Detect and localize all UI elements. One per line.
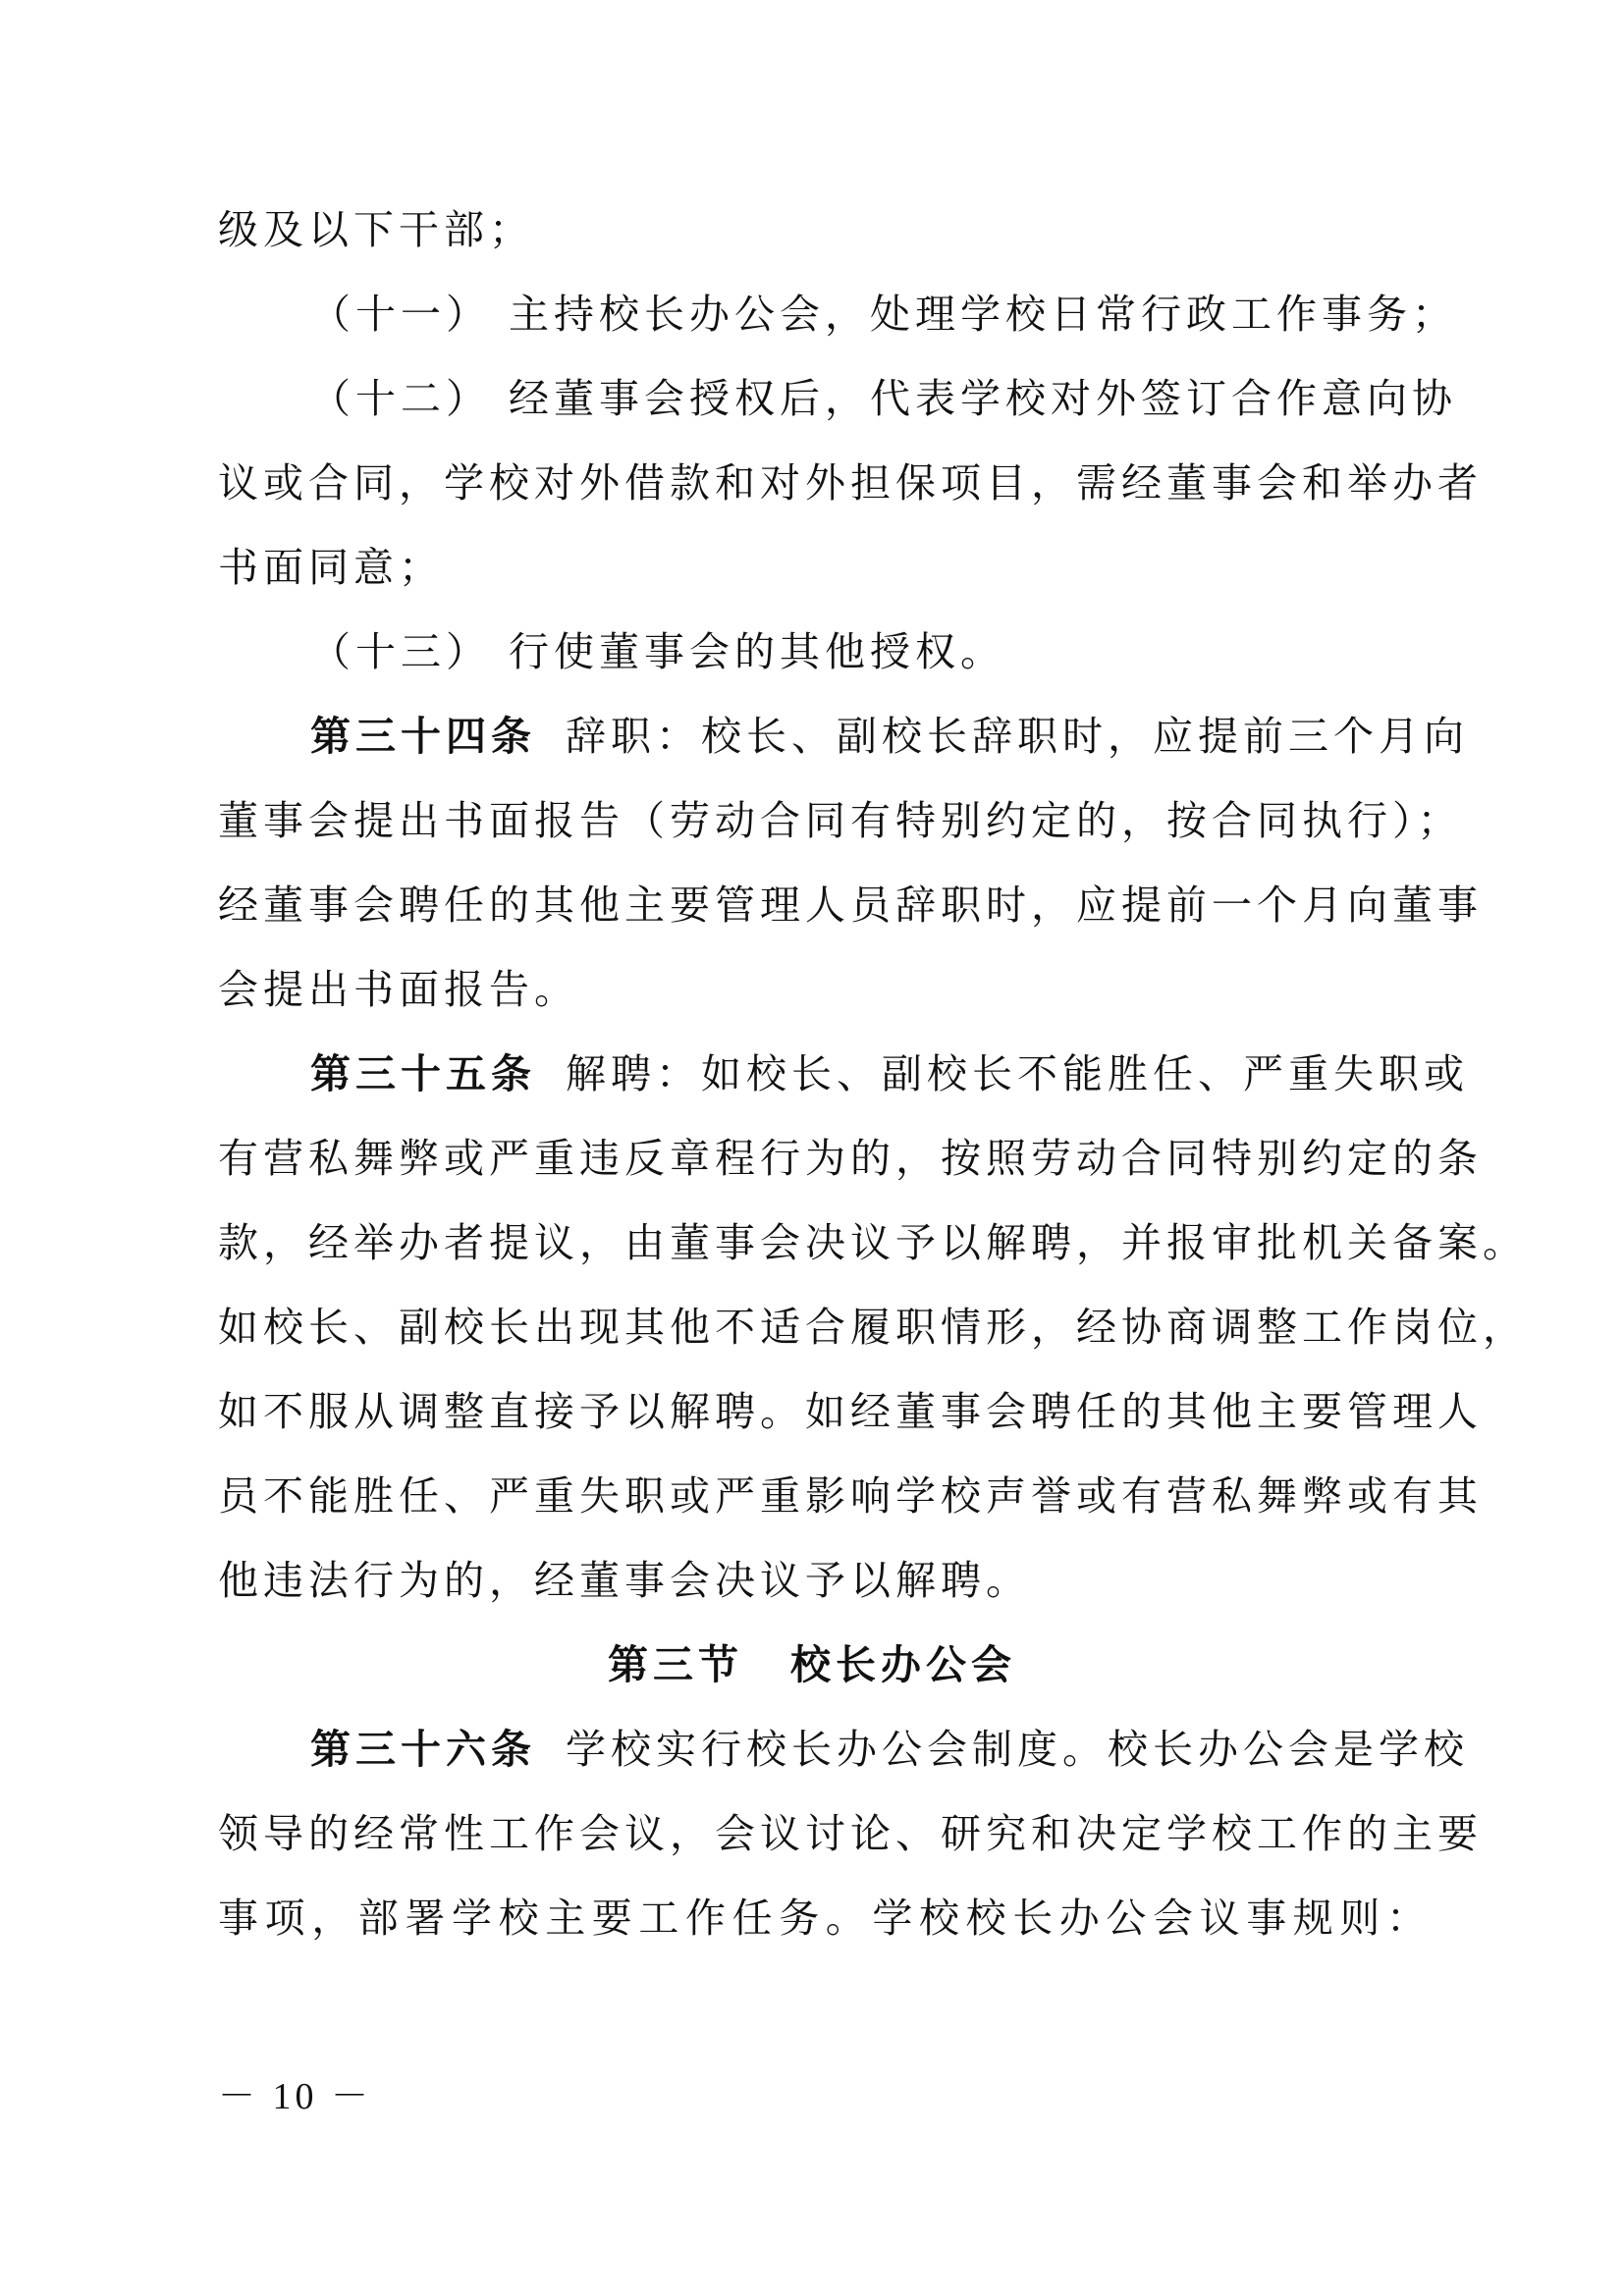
- article-text: 解聘：如校长、副校长不能胜任、严重失职或: [566, 1050, 1469, 1097]
- article-text: 辞职：校长、副校长辞职时，应提前三个月向: [566, 713, 1469, 760]
- article-number: 第三十五条: [310, 1050, 536, 1097]
- body-line: 如校长、副校长出现其他不适合履职情形，经协商调整工作岗位，: [218, 1304, 1528, 1351]
- article-number: 第三十四条: [310, 713, 536, 760]
- body-line: 级及以下干部；: [218, 206, 534, 253]
- article-35-line: [310, 1042, 1469, 1105]
- article-text: 学校实行校长办公会制度。校长办公会是学校: [566, 1726, 1469, 1773]
- body-line: 经董事会聘任的其他主要管理人员辞职时，应提前一个月向董事: [218, 881, 1483, 929]
- body-line: 事项，部署学校主要工作任务。学校校长办公会议事规则：: [218, 1895, 1432, 1942]
- article-34-line: [310, 705, 1469, 768]
- body-line: 书面同意；: [218, 544, 444, 591]
- page-number: － 10 －: [218, 2076, 373, 2117]
- body-line: 他违法行为的，经董事会决议予以解聘。: [218, 1557, 1031, 1604]
- body-line: 员不能胜任、严重失职或严重影响学校声誉或有营私舞弊或有其: [218, 1472, 1483, 1520]
- body-line: 领导的经常性工作会议，会议讨论、研究和决定学校工作的主要: [218, 1810, 1483, 1857]
- body-line: 董事会提出书面报告（劳动合同有特别约定的，按合同执行）；: [218, 797, 1463, 844]
- list-item: （十一） 主持校长办公会，处理学校日常行政工作事务；: [310, 291, 1458, 338]
- body-line: 如不服从调整直接予以解聘。如经董事会聘任的其他主要管理人: [218, 1388, 1483, 1435]
- article-number: 第三十六条: [310, 1726, 536, 1773]
- article-36-line: [310, 1718, 1469, 1781]
- body-line: 有营私舞弊或严重违反章程行为的，按照劳动合同特别约定的条: [218, 1135, 1483, 1182]
- section-number: 第三节: [608, 1641, 743, 1688]
- body-line: 会提出书面报告。: [218, 966, 579, 1013]
- list-item: （十三） 行使董事会的其他授权。: [310, 628, 1006, 675]
- section-title: 校长办公会: [790, 1641, 1016, 1688]
- section-heading: [0, 1633, 1624, 1696]
- list-item: （十二） 经董事会授权后，代表学校对外签订合作意向协: [310, 375, 1458, 422]
- body-line: 议或合同，学校对外借款和对外担保项目，需经董事会和举办者: [218, 459, 1483, 507]
- body-line: 款，经举办者提议，由董事会决议予以解聘，并报审批机关备案。: [218, 1219, 1528, 1266]
